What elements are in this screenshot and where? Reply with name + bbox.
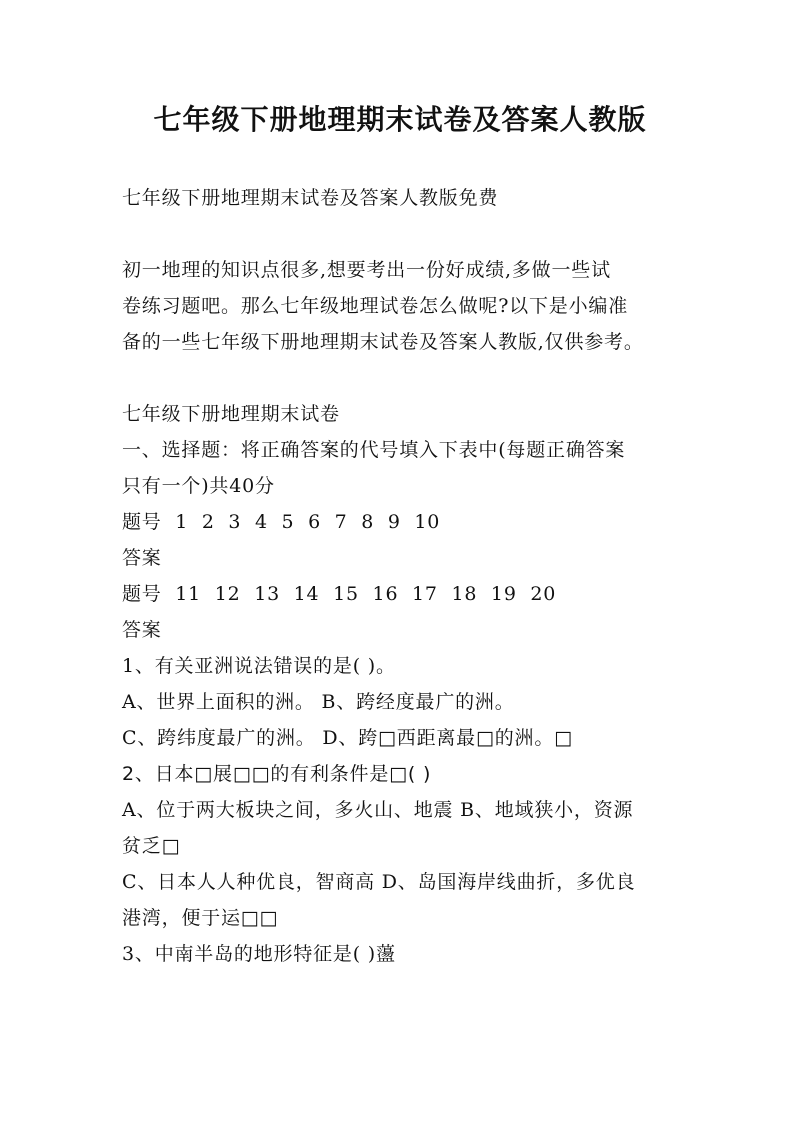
document-body (122, 180, 682, 972)
intro-line: 卷练习题吧。那么七年级地理试卷怎么做呢?以下是小编准 (122, 295, 628, 317)
question-option: A、位于两大板块之间，多火山、地震 B、地域狭小，资源 (122, 799, 634, 821)
question-stem: 2、日本□展□□的有利条件是□( ) (122, 763, 432, 785)
question-option: C、跨纬度最广的洲。 D、跨□西距离最□的洲。□ (122, 727, 573, 749)
part-one-heading: 只有一个)共40分 (122, 475, 275, 497)
question-stem: 3、中南半岛的地形特征是( )蘯 (122, 943, 396, 965)
part-one-heading: 一、选择题：将正确答案的代号填入下表中(每题正确答案 (122, 439, 626, 461)
question-stem: 1、有关亚洲说法错误的是( )。 (122, 655, 396, 677)
answer-table-row: 答案 (122, 619, 162, 641)
question-option: A、世界上面积的洲。 B、跨经度最广的洲。 (122, 691, 515, 713)
intro-line: 初一地理的知识点很多,想要考出一份好成绩,多做一些试 (122, 259, 611, 281)
subtitle: 七年级下册地理期末试卷及答案人教版免费 (122, 187, 499, 209)
answer-table-row: 题号 11 12 13 14 15 16 17 18 19 20 (122, 583, 557, 605)
document-title: 七年级下册地理期末试卷及答案人教版 (153, 103, 647, 136)
intro-line: 备的一些七年级下册地理期末试卷及答案人教版,仅供参考。 (122, 331, 644, 353)
answer-table-row: 答案 (122, 547, 162, 569)
answer-table-row: 题号 1 2 3 4 5 6 7 8 9 10 (122, 511, 441, 533)
question-option: 贫乏□ (122, 835, 181, 857)
question-option: 港湾，便于运□□ (122, 907, 279, 929)
section-title: 七年级下册地理期末试卷 (122, 403, 340, 425)
question-option: C、日本人人种优良，智商高 D、岛国海岸线曲折，多优良 (122, 871, 636, 893)
